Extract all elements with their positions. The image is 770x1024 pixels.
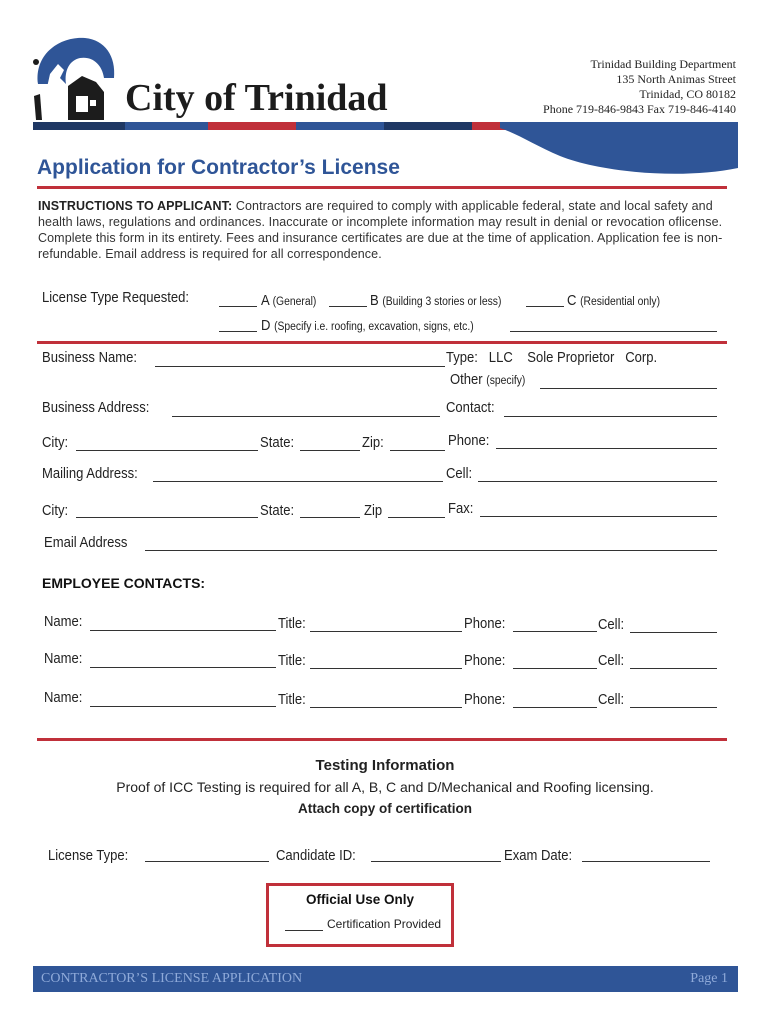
mailing-address-label: Mailing Address: <box>42 466 138 482</box>
testing-requirement: Proof of ICC Testing is required for all A, B, C and D/Mechanical and Roofing licensing. <box>116 779 654 795</box>
employee-cell-field[interactable] <box>630 632 717 633</box>
employee-cell-label: Cell: <box>598 692 625 708</box>
state-field[interactable] <box>300 450 360 451</box>
employee-name-label: Name: <box>44 651 83 667</box>
instructions <box>38 198 728 262</box>
business-address-field[interactable] <box>172 416 440 417</box>
address-line: Phone 719-846-9843 Fax 719-846-4140 <box>543 102 736 116</box>
section-divider <box>37 341 727 344</box>
business-type-other-label: Other (specify) <box>450 372 526 388</box>
state-label: State: <box>260 435 295 451</box>
city-field[interactable] <box>76 450 258 451</box>
header-band <box>296 122 384 130</box>
testing-attach-note: Attach copy of certification <box>297 801 473 816</box>
email-label: Email Address <box>44 535 128 551</box>
logo-text: City of Trinidad <box>125 77 388 119</box>
employee-cell-field[interactable] <box>630 668 717 669</box>
mailing-zip-field[interactable] <box>388 517 445 518</box>
business-type-other-field[interactable] <box>540 388 717 389</box>
license-c-field[interactable] <box>526 306 564 307</box>
employee-title-label: Title: <box>278 653 306 669</box>
mailing-state-label: State: <box>260 503 295 519</box>
mailing-city-label: City: <box>42 503 69 519</box>
department-address <box>470 57 736 117</box>
email-field[interactable] <box>145 550 717 551</box>
business-type-label: Type: LLC Sole Proprietor Corp. <box>446 350 658 366</box>
license-c-label: C (Residential only) <box>567 293 661 309</box>
header-band <box>208 122 296 130</box>
testing-heading: Testing Information <box>315 757 455 774</box>
employee-name-label: Name: <box>44 614 83 630</box>
certification-provided-label: Certification Provided <box>327 917 442 931</box>
employee-title-field[interactable] <box>310 707 462 708</box>
mailing-city-field[interactable] <box>76 517 258 518</box>
exam-date-label: Exam Date: <box>504 848 573 864</box>
zip-field[interactable] <box>390 450 445 451</box>
fax-field[interactable] <box>480 516 717 517</box>
license-b-label: B (Building 3 stories or less) <box>370 293 502 309</box>
employee-contacts-heading: EMPLOYEE CONTACTS: <box>42 575 206 591</box>
cell-field[interactable] <box>478 481 717 482</box>
testing-license-type-field[interactable] <box>145 861 269 862</box>
employee-cell-label: Cell: <box>598 617 625 633</box>
city-logo-icon <box>30 34 122 124</box>
page-footer <box>33 966 738 992</box>
cell-label: Cell: <box>446 466 473 482</box>
employee-name-field[interactable] <box>90 706 276 707</box>
official-use-heading: Official Use Only <box>305 892 415 907</box>
employee-cell-field[interactable] <box>630 707 717 708</box>
license-b-field[interactable] <box>329 306 367 307</box>
city-label: City: <box>42 435 69 451</box>
footer-title: CONTRACTOR’S LICENSE APPLICATION <box>41 971 303 986</box>
phone-label: Phone: <box>448 433 490 449</box>
license-d-field[interactable] <box>219 331 257 332</box>
certification-provided-field[interactable] <box>285 930 323 931</box>
business-name-label: Business Name: <box>42 350 138 366</box>
employee-phone-field[interactable] <box>513 631 597 632</box>
license-d-specify-field[interactable] <box>510 331 717 332</box>
license-a-label: A (General) <box>261 293 317 309</box>
employee-phone-field[interactable] <box>513 668 597 669</box>
testing-license-type-label: License Type: <box>48 848 129 864</box>
address-line: 135 North Animas Street <box>616 72 736 86</box>
title-divider <box>37 186 727 189</box>
mailing-address-field[interactable] <box>153 481 443 482</box>
employee-phone-label: Phone: <box>464 653 506 669</box>
business-name-field[interactable] <box>155 366 445 367</box>
employee-title-label: Title: <box>278 692 306 708</box>
employee-title-field[interactable] <box>310 631 462 632</box>
page-number: Page 1 <box>690 971 728 986</box>
business-address-label: Business Address: <box>42 400 150 416</box>
employee-phone-label: Phone: <box>464 616 506 632</box>
mailing-zip-label: Zip <box>364 503 383 519</box>
header-swoosh <box>500 122 740 182</box>
employee-title-label: Title: <box>278 616 306 632</box>
employee-name-label: Name: <box>44 690 83 706</box>
employee-name-field[interactable] <box>90 667 276 668</box>
header-band <box>33 122 125 130</box>
employee-phone-field[interactable] <box>513 707 597 708</box>
license-a-field[interactable] <box>219 306 257 307</box>
exam-date-field[interactable] <box>582 861 710 862</box>
address-line: Trinidad Building Department <box>590 57 736 71</box>
instructions-body: Contractors are required to comply with applicable federal, state and local safety and health laws, regulations and ordinances. Inaccurate or incomplete information may result in denial or revocation oflicense. Complete this form in its entirety. Fees and insurance certificates are due at the time of application. Application fee is non-refundable. Email address is required for all correspondence. <box>38 199 723 261</box>
candidate-id-field[interactable] <box>371 861 501 862</box>
mailing-state-field[interactable] <box>300 517 360 518</box>
fax-label: Fax: <box>448 501 474 517</box>
contact-label: Contact: <box>446 400 495 416</box>
section-divider <box>37 738 727 741</box>
license-type-label: License Type Requested: <box>42 290 190 306</box>
employee-title-field[interactable] <box>310 668 462 669</box>
header-band <box>384 122 472 130</box>
header-band <box>125 122 208 130</box>
employee-cell-label: Cell: <box>598 653 625 669</box>
instructions-lead: INSTRUCTIONS TO APPLICANT: <box>38 199 233 213</box>
address-line: Trinidad, CO 80182 <box>639 87 736 101</box>
contact-field[interactable] <box>504 416 717 417</box>
phone-field[interactable] <box>496 448 717 449</box>
official-use-box <box>266 883 454 947</box>
employee-name-field[interactable] <box>90 630 276 631</box>
page-title: Application for Contractor’s License <box>37 156 400 179</box>
employee-phone-label: Phone: <box>464 692 506 708</box>
license-d-label: D (Specify i.e. roofing, excavation, signs, etc.) <box>261 318 474 334</box>
candidate-id-label: Candidate ID: <box>276 848 356 864</box>
zip-label: Zip: <box>362 435 384 451</box>
